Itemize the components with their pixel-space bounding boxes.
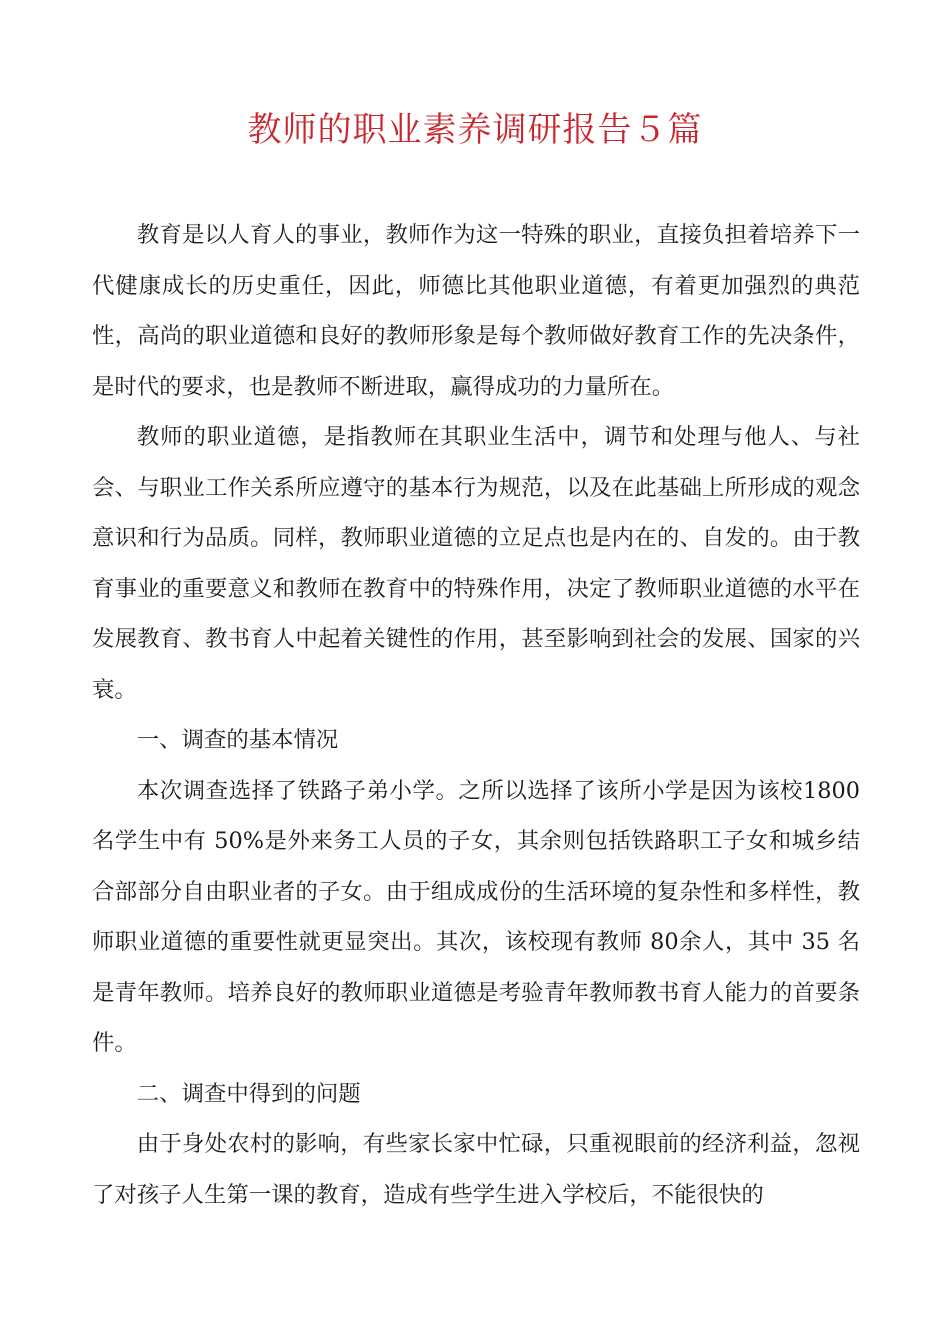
paragraph-survey-school: 本次调查选择了铁路子弟小学。之所以选择了该所小学是因为该校1800 名学生中有 50%是外来务工人员的子女，其余则包括铁路职工子女和城乡结合部部分自由职业者的子女。由于组成成份的生活环境的复杂性和多样性，教师职业道德的重要性就更显突出。其次，该校现有教师 80余人，其中 35 名是青年教师。培养良好的教师职业道德是考验青年教师教书育人能力的首要条件。	[92, 777, 860, 1056]
section-heading-problems: 二、调查中得到的问题	[136, 1080, 361, 1107]
document-body	[92, 210, 860, 1220]
paragraph-intro: 教育是以人育人的事业，教师作为这一特殊的职业，直接负担着培养下一代健康成长的历史重任，因此，师德比其他职业道德，有着更加强烈的典范性，高尚的职业道德和良好的教师形象是每个教师做好教育工作的先决条件，是时代的要求，也是教师不断进取，赢得成功的力量所在。	[92, 222, 860, 400]
section-heading-basic-situation: 一、调查的基本情况	[136, 727, 339, 753]
paragraph-definition: 教师的职业道德，是指教师在其职业生活中，调节和处理与他人、与社会、与职业工作关系所应遵守的基本行为规范，以及在此基础上所形成的观念意识和行为品质。同样，教师职业道德的立足点也是内在的、自发的。由于教育事业的重要意义和教师在教育中的特殊作用，决定了教师职业道德的水平在发展教育、教书育人中起着关键性的作用，甚至影响到社会的发展、国家的兴衰。	[92, 424, 860, 703]
document-title: 教师的职业素养调研报告５篇	[247, 110, 703, 150]
paragraph-problems: 由于身处农村的影响，有些家长家中忙碌，只重视眼前的经济利益，忽视了对孩子人生第一课的教育，造成有些学生进入学校后，不能很快的	[92, 1131, 860, 1208]
